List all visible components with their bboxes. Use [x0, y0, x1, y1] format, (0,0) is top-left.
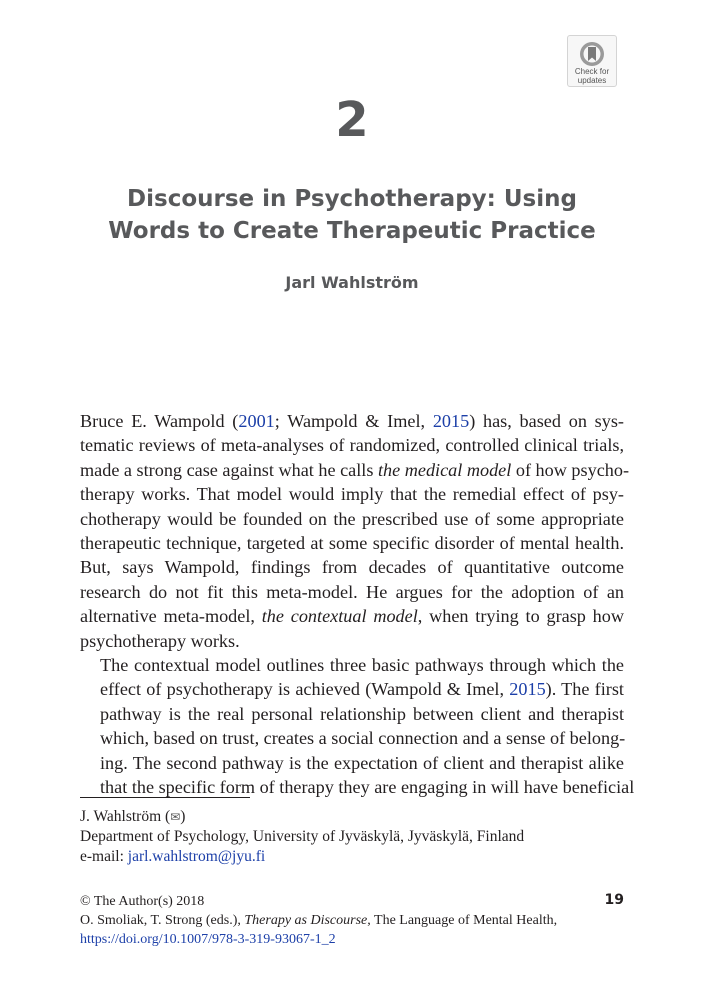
text-line: ing. The second pathway is the expectation of client and therapist alike	[100, 752, 624, 773]
footnote-author-name: J. Wahlström (	[80, 808, 171, 825]
email-label: e-mail:	[80, 848, 128, 865]
check-for-updates-badge[interactable]	[567, 35, 617, 87]
text-line: therapeutic technique, targeted at some specific disorder of mental health.	[80, 533, 624, 554]
author-footnote	[80, 807, 624, 867]
paragraph-1	[80, 409, 630, 653]
chapter-title	[80, 183, 624, 247]
footnote-divider	[80, 797, 250, 798]
copyright-line: © The Author(s) 2018	[80, 894, 205, 909]
mail-icon: ✉	[170, 810, 181, 824]
bookmark-ribbon-icon	[579, 41, 605, 67]
footnote-author	[80, 807, 624, 827]
text-run: )	[180, 808, 186, 825]
email-link[interactable]: jarl.wahlstrom@jyu.fi	[127, 848, 266, 865]
text-line: tematic reviews of meta-analyses of randomized, controlled clinical trials,	[80, 435, 624, 456]
text-line	[80, 604, 624, 628]
copyright-block	[80, 892, 624, 949]
citation-link[interactable]: 2015	[509, 679, 546, 700]
body-text	[80, 409, 635, 800]
footnote-affiliation: Department of Psychology, University of Jyväskylä, Jyväskylä, Finland	[80, 828, 525, 845]
text-run: made a strong case against what he calls	[80, 459, 378, 480]
badge-label-line1: Check for	[574, 67, 610, 76]
text-run: , when trying to grasp how	[417, 606, 624, 627]
badge-label-line2: updates	[577, 76, 607, 85]
text-run: Bruce E. Wampold (	[80, 411, 239, 431]
text-line: The contextual model outlines three basic pathways through which the	[100, 655, 624, 676]
page-number: 19	[604, 892, 624, 908]
doi-line	[80, 930, 624, 949]
text-run: alternative meta-model,	[80, 606, 262, 627]
text-line: pathway is the real personal relationship between client and therapist	[100, 703, 624, 724]
chapter-number: 2	[335, 92, 369, 148]
text-line: that the specific form of therapy they are engaging in will have beneficial	[100, 777, 635, 798]
text-run: effect of psychotherapy is achieved (Wampold & Imel,	[100, 679, 510, 700]
paragraph-2	[80, 653, 635, 799]
text-run: , The Language of Mental Health,	[367, 913, 558, 928]
text-run: ) has, based on sys-	[469, 411, 624, 431]
doi-link[interactable]: https://doi.org/10.1007/978-3-319-93067-1_2	[80, 932, 336, 947]
chapter-title-line2: Words to Create Therapeutic Practice	[108, 218, 596, 244]
text-run: ). The first	[545, 679, 624, 700]
citation-link[interactable]: 2015	[432, 411, 470, 431]
citation-link[interactable]: 2001	[238, 411, 275, 431]
text-line	[80, 677, 624, 701]
emphasis-term: the contextual model	[261, 606, 418, 627]
text-line	[80, 409, 624, 433]
chapter-title-line1: Discourse in Psychotherapy: Using	[127, 186, 577, 212]
text-run: O. Smoliak, T. Strong (eds.),	[80, 913, 245, 928]
text-line: psychotherapy works.	[80, 630, 240, 651]
text-run: of how psycho-	[511, 459, 630, 480]
text-line: which, based on trust, creates a social connection and a sense of belong-	[100, 728, 626, 749]
footnote-email	[80, 847, 624, 867]
text-line: therapy works. That model would imply that the remedial effect of psy-	[80, 484, 624, 505]
chapter-author: Jarl Wahlström	[285, 273, 419, 292]
text-run: ; Wampold & Imel,	[274, 411, 433, 431]
book-title: Therapy as Discourse	[244, 913, 368, 928]
text-line: chotherapy would be founded on the prescribed use of some appropriate	[80, 508, 624, 529]
citation-line	[80, 911, 624, 930]
text-line: research do not fit this meta-model. He argues for the adoption of an	[80, 581, 624, 602]
text-line: But, says Wampold, findings from decades of quantitative outcome	[80, 557, 624, 578]
emphasis-term: the medical model	[377, 459, 512, 480]
text-line	[80, 458, 630, 482]
